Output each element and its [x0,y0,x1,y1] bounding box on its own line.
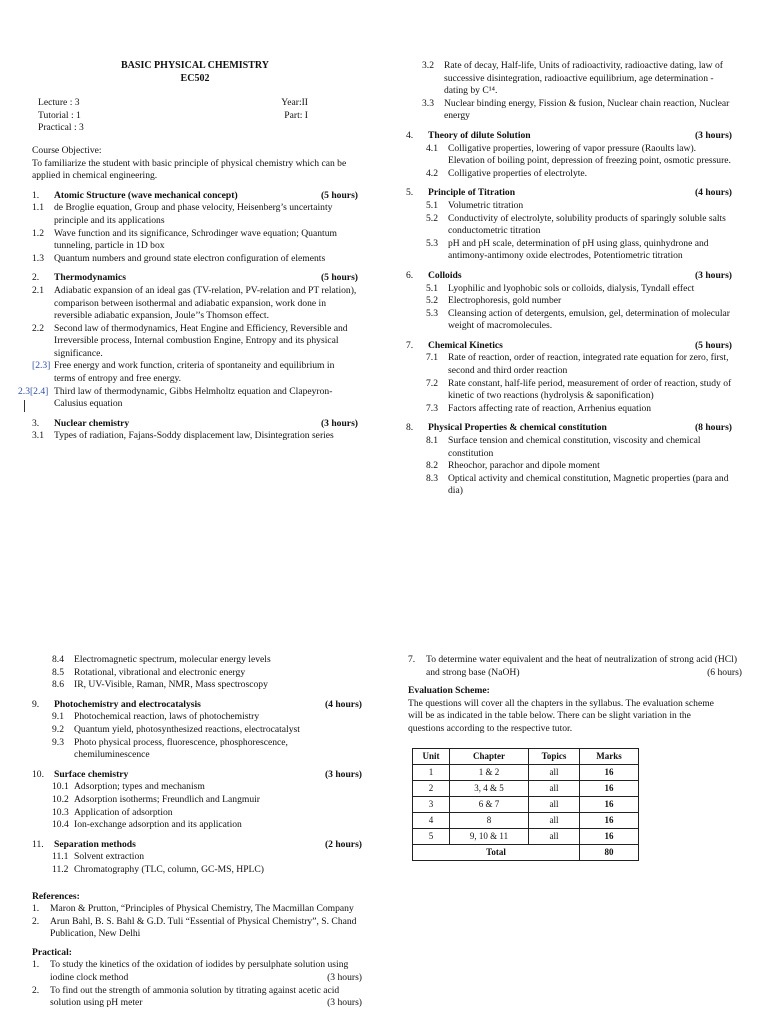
item-number: 5.2 [426,212,438,224]
practical-body [50,985,362,1010]
cell-topics: all [529,828,580,844]
item-text: Types of radiation, Fajans-Soddy displacement law, Disintegration series [54,430,334,442]
cell-chapter: 9, 10 & 11 [450,828,529,844]
list-item [32,360,358,385]
item-number: 1.2 [32,227,44,239]
table-row [413,812,639,828]
section-name: Chemical Kinetics [428,339,503,351]
item-number: 10.4 [52,819,69,831]
section-heading [32,272,358,285]
section [32,839,362,877]
list-item [426,283,732,296]
list-item [32,323,358,361]
cell-marks: 16 [580,796,639,812]
section-number: 4. [406,129,414,141]
table-total-row [413,844,639,860]
item-number: 11.2 [52,863,69,875]
section-heading [32,839,362,852]
item-text: Factors affecting rate of reaction, Arrhenius equation [448,402,652,414]
item-text: Optical activity and chemical constitution, Magnetic properties (para and dia) [448,472,729,497]
item-text: Rate of decay, Half-life, Units of radioactivity, radioactive dating, law of successive disintegration, radioactive equilibrium, age determination - dating by C¹⁴. [444,60,724,97]
page1-right-column [406,60,732,498]
item-number: 2.3[2.4] [18,385,49,397]
list-item [52,819,362,832]
section-name: Photochemistry and electrocatalysis [54,698,201,710]
practical-credits: Practical : 3 [38,122,84,134]
item-number: 2.1 [32,284,44,296]
evaluation-text: The questions will cover all the chapters in the syllabus. The evaluation scheme will be as indicated in the table below. There can be slight variation in the questions according to the respective tutor. [408,697,714,734]
table-row [413,780,639,796]
list-item [426,460,732,473]
practical-hours: (3 hours) [327,972,362,984]
section [32,769,362,832]
practical-item [32,959,362,984]
item-text: Wave function and its significance, Schrodinger wave equation; Quantum tunneling, particle in 1D box [54,227,337,252]
list-item [32,228,358,253]
list-item [32,430,358,443]
section [18,272,358,411]
item-number: 8.2 [426,460,438,472]
section-heading [406,187,732,200]
section [32,418,358,443]
reference-number: 1. [32,903,40,915]
evaluation-table [412,748,639,861]
item-text: pH and pH scale, determination of pH using glass, quinhydrone and antimony-antimony oxide electrodes, Potentiometric titration [448,237,709,262]
table-row [413,764,639,780]
item-text: de Broglie equation, Group and phase velocity, Heisenberg’s uncertainty principle and its applications [54,202,333,226]
practical-number: 7. [408,654,416,665]
item-text: Free energy and work function, criteria of spontaneity and equilibrium in terms of entropy and free energy. [54,360,335,385]
references-heading: References: [32,890,80,902]
list-item [422,98,732,123]
page2-right-column [408,654,742,861]
section-hours: (2 hours) [324,838,362,850]
table-header-row [413,748,639,764]
cell-chapter: 1 & 2 [450,764,529,780]
item-number: 11.1 [52,851,69,863]
practical-item [32,985,362,1010]
section [406,422,732,498]
item-text: Surface tension and chemical constitution, viscosity and chemical constitution [448,435,701,459]
section-hours: (3 hours) [324,768,362,780]
list-item [52,711,362,724]
item-number: 8.5 [52,666,64,678]
cell-marks: 16 [580,764,639,780]
item-number: 9.2 [52,723,64,735]
list-item [426,435,732,460]
list-item [426,143,732,168]
item-text: Rotational, vibrational and electronic energy [74,666,246,678]
objective-text: To familiarize the student with basic principle of physical chemistry which can be applied in chemical engineering. [32,157,347,182]
header-marks: Marks [580,748,639,764]
practical-body [50,959,362,984]
list-item [426,378,732,403]
course-title: BASIC PHYSICAL CHEMISTRY [120,60,269,71]
item-text: Rate constant, half-life period, measurement of order of reaction, study of kinetic of two reactions (hydrolysis & saponification) [448,377,732,402]
section-name: Atomic Structure (wave mechanical concept) [54,189,238,201]
table-row [413,828,639,844]
section-hours: (5 hours) [694,339,732,351]
item-number: 5.3 [426,237,438,249]
practical-hours: (6 hours) [707,666,742,678]
item-text: Rheochor, parachor and dipole moment [448,460,600,472]
list-item [18,385,358,411]
section-hours: (5 hours) [320,272,358,284]
list-item [426,473,732,498]
item-text: Colligative properties, lowering of vapor pressure (Raoults law). Elevation of boiling point, depression of freezing point, osmotic pressure. [448,142,731,167]
item-number: 1.1 [32,202,44,214]
item-text: Nuclear binding energy, Fission & fusion, Nuclear chain reaction, Nuclear energy [444,97,730,122]
cell-unit: 5 [413,828,450,844]
list-item [426,352,732,377]
item-number: 8.1 [426,435,438,447]
item-text: Solvent extraction [74,851,145,863]
list-item [426,200,732,213]
section [406,187,732,263]
item-number: 2.2 [32,322,44,334]
practical-hours: (3 hours) [327,997,362,1009]
section-number: 6. [406,269,414,281]
section-heading [32,190,358,203]
year-label: Year:II [281,97,308,109]
section-hours: (3 hours) [694,269,732,281]
cell-marks: 16 [580,812,639,828]
item-number: 4.1 [426,142,438,154]
section [32,699,362,762]
section-heading [32,769,362,782]
cell-topics: all [529,780,580,796]
part-label: Part: I [284,109,308,121]
item-text: Electromagnetic spectrum, molecular energy levels [74,654,271,665]
item-number: 8.6 [52,679,64,691]
section-number: 7. [406,339,414,351]
item-text: Third law of thermodynamic, Gibbs Helmholtz equation and Clapeyron-Calusius equation [54,385,333,410]
list-item [52,864,362,877]
list-item [426,238,732,263]
header-unit: Unit [413,748,450,764]
item-text: Adsorption isotherms; Freundlich and Langmuir [74,793,260,805]
section-name: Nuclear chemistry [54,417,130,429]
practical-number: 1. [32,959,40,971]
item-text: Second law of thermodynamics, Heat Engine and Efficiency, Reversible and Irreversible process, Internal combustion Engine, Entropy and its physical significance. [54,322,348,359]
cell-marks: 16 [580,828,639,844]
section-name: Colloids [428,269,462,281]
section-number: 9. [32,698,40,710]
section-name: Principle of Titration [428,187,516,199]
list-item [52,724,362,737]
section-number: 2. [32,272,40,284]
section-hours: (4 hours) [324,698,362,710]
cell-marks: 16 [580,780,639,796]
item-number: 10.2 [52,793,69,805]
item-text: Chromatography (TLC, column, GC-MS, HPLC) [74,863,264,875]
section-heading [406,422,732,435]
practical-number: 2. [32,984,40,996]
item-text: Photochemical reaction, laws of photochemistry [74,711,260,723]
item-text: Application of adsorption [74,806,173,818]
practical-heading: Practical: [32,946,72,958]
cell-chapter: 8 [450,812,529,828]
section-hours: (8 hours) [694,422,732,434]
reference-text: Maron & Prutton, “Principles of Physical Chemistry, The Macmillan Company [50,903,354,915]
list-item [32,202,358,227]
section [32,190,358,266]
list-item [32,285,358,323]
section [406,270,732,333]
practical-text: To study the kinetics of the oxidation of iodides by persulphate solution using iodine clock method [50,959,349,984]
item-number: 8.3 [426,472,438,484]
item-number: 7.3 [426,402,438,414]
section-number: 3. [32,417,40,429]
list-item [426,213,732,238]
reference-number: 2. [32,915,40,927]
cell-unit: 4 [413,812,450,828]
item-text: Adsorption; types and mechanism [74,781,205,793]
item-text: Colligative properties of electrolyte. [448,167,588,179]
section-heading [406,130,732,143]
objective-label: Course Objective: [32,144,102,156]
list-item [52,794,362,807]
section [406,340,732,416]
section-number: 11. [32,838,44,850]
section-name: Separation methods [54,838,136,850]
list-item [52,679,362,692]
item-text: Quantum yield, photosynthesized reactions, electrocatalyst [74,723,300,735]
section-name: Physical Properties & chemical constitution [428,422,607,434]
sections-left [18,189,358,443]
reference-item [32,903,362,916]
item-number: 1.3 [32,252,44,264]
cursor-marker [24,400,25,412]
table-row [413,796,639,812]
reference-text: Arun Bahl, B. S. Bahl & G.D. Tuli “Essential of Physical Chemistry”, S. Chand Publication, New Delhi [50,915,357,940]
credits-row-1 [38,97,308,110]
item-text: Lyophilic and lyophobic sols or colloids, dialysis, Tyndall effect [448,282,695,294]
item-number: [2.3] [32,360,51,372]
header-chapter: Chapter [450,748,529,764]
practical-text: To find out the strength of ammonia solution by titrating against acetic acid solution using pH meter [50,984,340,1009]
list-item [52,667,362,680]
page2-left-column [32,654,362,1010]
cell-unit: 2 [413,780,450,796]
section-hours: (4 hours) [694,187,732,199]
list-item [426,168,732,181]
list-item [52,654,362,667]
practical-text: To determine water equivalent and the heat of neutralization of strong acid (HCl) and strong base (NaOH) [426,654,738,678]
list-item [52,781,362,794]
item-number: 3.3 [422,97,434,109]
page1-left-column [18,60,358,443]
evaluation-heading: Evaluation Scheme: [408,685,490,697]
cell-chapter: 3, 4 & 5 [450,780,529,796]
list-item [32,253,358,266]
list-item [422,60,732,98]
practical-body [426,654,742,679]
item-number: 5.1 [426,282,438,294]
cell-chapter: 6 & 7 [450,796,529,812]
item-number: 9.1 [52,711,64,723]
section-number: 5. [406,187,414,199]
list-item [426,295,732,308]
course-code: EC502 [180,72,210,84]
total-marks: 80 [580,844,639,860]
list-item [52,851,362,864]
item-text: Adiabatic expansion of an ideal gas (TV-relation, PV-relation and PT relation), comparison between isothermal and adiabatic expansion, work done in reversible adiabatic expansion, Joule’’s Thomson effect. [54,284,357,322]
tutorial-credits: Tutorial : 1 [38,109,81,121]
cell-topics: all [529,764,580,780]
section-number: 8. [406,422,414,434]
item-text: Electrophoresis, gold number [448,295,562,307]
item-number: 8.4 [52,654,64,665]
reference-item [32,916,362,941]
item-number: 5.1 [426,199,438,211]
item-number: 7.1 [426,352,438,364]
section-hours: (3 hours) [694,129,732,141]
item-text: Volumetric titration [448,199,524,211]
section-hours: (3 hours) [320,417,358,429]
item-number: 3.1 [32,430,44,442]
list-item [52,737,362,762]
section-hours: (5 hours) [320,189,358,201]
item-text: Quantum numbers and ground state electron configuration of elements [54,252,326,264]
cell-unit: 3 [413,796,450,812]
item-number: 5.3 [426,307,438,319]
item-number: 7.2 [426,377,438,389]
section-name: Theory of dilute Solution [428,129,531,141]
item-number: 10.1 [52,781,69,793]
item-text: Rate of reaction, order of reaction, integrated rate equation for zero, first, second and third order reaction [448,352,729,377]
practical-item [408,654,742,679]
section-name: Surface chemistry [54,768,129,780]
lecture-credits: Lecture : 3 [38,97,80,109]
cell-topics: all [529,796,580,812]
item-text: IR, UV-Visible, Raman, NMR, Mass spectroscopy [74,679,268,691]
item-number: 3.2 [422,60,434,71]
item-text: Photo physical process, fluorescence, phosphorescence, chemiluminescence [74,736,288,761]
item-number: 5.2 [426,295,438,307]
cell-unit: 1 [413,764,450,780]
item-number: 9.3 [52,736,64,748]
section-name: Thermodynamics [54,272,126,284]
list-item [426,308,732,333]
section-heading [32,699,362,712]
item-number: 4.2 [426,167,438,179]
section-number: 1. [32,189,40,201]
section-heading [32,418,358,431]
credits-row-2 [38,110,308,123]
section [406,130,732,180]
cell-topics: all [529,812,580,828]
section-heading [406,270,732,283]
section-continued [406,60,732,123]
list-item [52,807,362,820]
section-heading [406,340,732,353]
item-text: Conductivity of electrolyte, solubility products of sparingly soluble salts conductometric titration [448,212,726,237]
section-number: 10. [32,768,44,780]
item-number: 10.3 [52,806,69,818]
item-text: Cleansing action of detergents, emulsion, gel, determination of molecular weight of macromolecules. [448,307,730,332]
item-text: Ion-exchange adsorption and its application [74,819,242,831]
header-topics: Topics [529,748,580,764]
list-item [426,403,732,416]
total-label: Total [413,844,580,860]
